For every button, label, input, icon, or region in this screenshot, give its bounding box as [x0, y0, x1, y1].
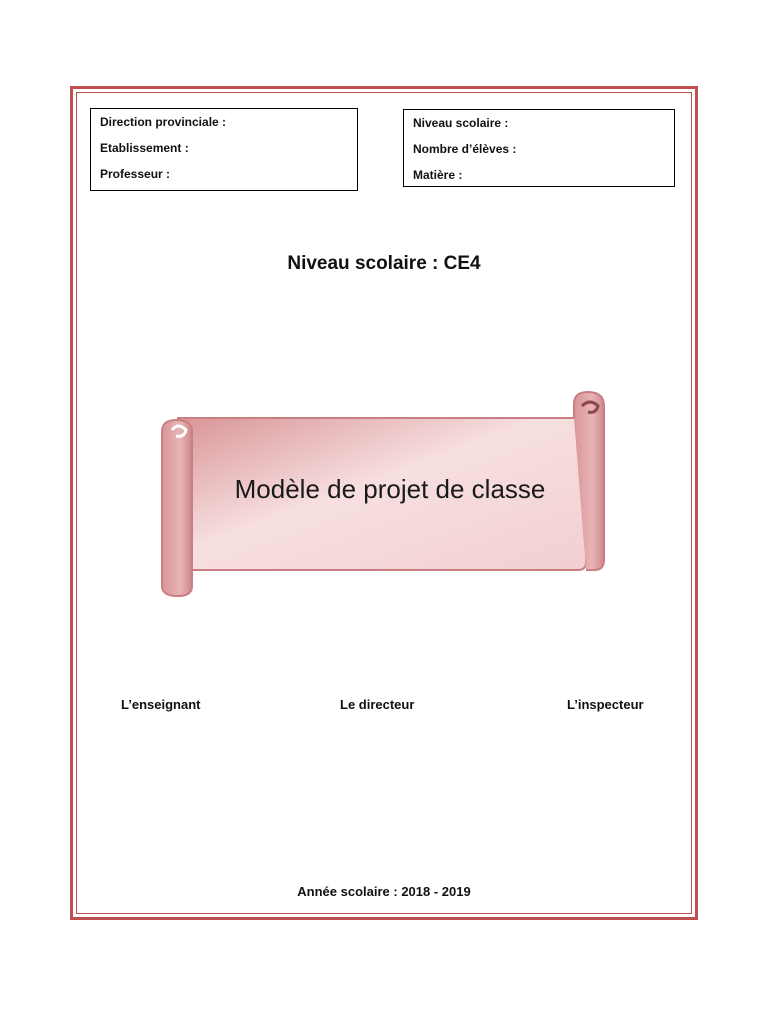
etablissement-label: Etablissement : — [100, 141, 189, 155]
matiere-label: Matière : — [413, 168, 463, 182]
signature-inspecteur: L’inspecteur — [567, 697, 644, 712]
signature-directeur: Le directeur — [340, 697, 415, 712]
direction-label: Direction provinciale : — [100, 115, 227, 129]
signature-enseignant: L’enseignant — [121, 697, 201, 712]
level-title: Niveau scolaire : CE4 — [287, 253, 481, 274]
school-info-box — [90, 108, 358, 191]
school-year: Année scolaire : 2018 - 2019 — [297, 884, 471, 899]
banner-title: Modèle de projet de classe — [234, 474, 546, 504]
nombre-eleves-label: Nombre d’élèves : — [413, 142, 517, 156]
niveau-label: Niveau scolaire : — [413, 116, 509, 130]
professeur-label: Professeur : — [100, 167, 171, 181]
class-info-box — [403, 109, 675, 187]
